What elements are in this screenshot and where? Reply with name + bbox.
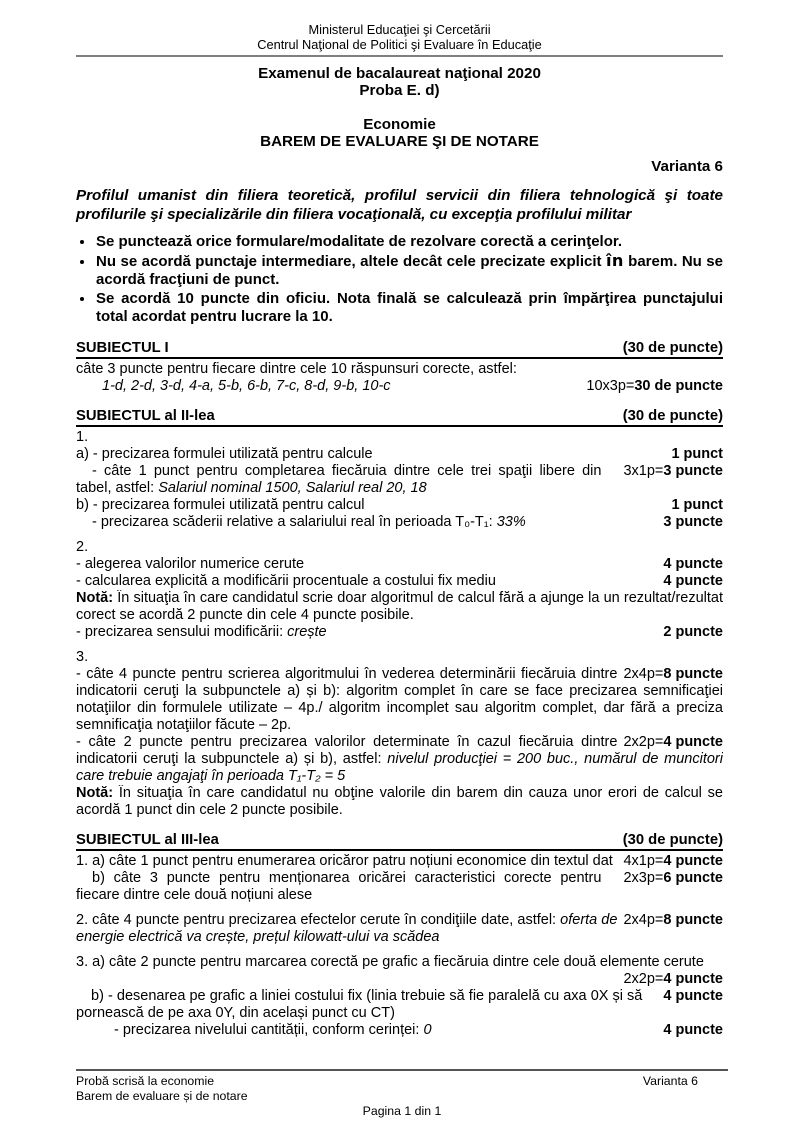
subject2-item3-paragraph2 bbox=[76, 734, 723, 785]
subject2-item1b-score: 1 punct bbox=[671, 496, 723, 513]
subject2-item1b2-answer: 33% bbox=[496, 513, 526, 530]
subject2-title: SUBIECTUL al II-lea bbox=[76, 407, 215, 424]
subject2-heading bbox=[76, 408, 723, 427]
barem-title: BAREM DE EVALUARE ŞI DE NOTARE bbox=[260, 132, 539, 150]
subject3-item1a-row bbox=[76, 853, 723, 870]
rule-2-text-b: barem. Nu se acordă fracţiuni de punct. bbox=[96, 252, 723, 288]
subject3-item3c-row bbox=[76, 1022, 723, 1039]
subject1-answers-row bbox=[76, 378, 723, 395]
subject2-item2-line1-score: 4 puncte bbox=[663, 555, 723, 572]
subject2-item2-line3-score: 2 puncte bbox=[663, 623, 723, 640]
footer-barem: Barem de evaluare și de notare bbox=[76, 1088, 248, 1103]
rule-2-text-a: Nu se acordă punctaje intermediare, altele decât cele precizate explicit bbox=[96, 252, 606, 270]
subject2-item3-paragraph1-text: - câte 4 puncte pentru scrierea algoritmului în vederea determinării fiecăruia dintre indicatorii ceruţi la subpunctele a) și b): algoritm complet în care se face precizarea semnificaţiei notaţiilor din formulele utilizate – 4p./ algoritm incomplet sau algoritm complet, dar fără a preciza semnificaţia notaţiilor făcute – 2p. bbox=[76, 665, 723, 733]
subject2-item1a2-answer: Salariul nominal 1500, Salariul real 20, 18 bbox=[158, 479, 427, 496]
subject3-item3c-score: 4 puncte bbox=[663, 1021, 723, 1038]
subject2-item3-note-label: Notă: bbox=[76, 784, 114, 801]
subject3-points: (30 de puncte) bbox=[622, 831, 723, 848]
subject-name: Economie bbox=[363, 116, 436, 133]
exam-title: Examenul de bacalaureat naţional 2020 bbox=[258, 65, 541, 82]
subject2-item3-paragraph1-score: 2x4p=8 puncte bbox=[623, 665, 723, 682]
subject2-item1b2-text: - precizarea scăderii relative a salariului real în perioada T₀-T₁: 33% bbox=[92, 513, 526, 530]
subject2-item1a-score: 1 punct bbox=[671, 445, 723, 462]
subject3-item3b-score: 4 puncte bbox=[663, 987, 723, 1004]
subject2-item1b2-row bbox=[76, 514, 723, 531]
subject3-item2-answer: oferta de energie electrică va crește, prețul kilowatt-ului va scădea bbox=[76, 911, 618, 945]
subject2-item2-line3 bbox=[76, 624, 723, 641]
rule-item-1 bbox=[95, 233, 723, 252]
subject2-item3-note bbox=[76, 785, 723, 819]
subject-title-block bbox=[76, 117, 723, 150]
footer-page-number: Pagina 1 din 1 bbox=[362, 1104, 442, 1118]
subject2-item1a2-score: 3x1p=3 puncte bbox=[623, 462, 723, 479]
subject1-heading bbox=[76, 340, 723, 359]
exam-proba: Proba E. d) bbox=[359, 81, 440, 99]
document-header bbox=[76, 22, 723, 52]
subject3-title: SUBIECTUL al III-lea bbox=[76, 831, 219, 848]
subject2-item3-paragraph2-answer: nivelul producţiei = 200 buc., numărul de muncitori care trebuie angajaţi în perioada T₁-T₂ = 5 bbox=[76, 750, 723, 784]
page-footer bbox=[76, 1069, 728, 1119]
subject2-item1b-text: b) - precizarea formulei utilizată pentru calcul bbox=[76, 496, 365, 513]
subject2-points: (30 de puncte) bbox=[622, 407, 723, 424]
rule-item-3 bbox=[95, 290, 723, 327]
subject3-item3b-text: b) - desenarea pe grafic a liniei costului fix (linia trebuie să fie paralelă cu axa 0X și să pornească de pe axa 0Y, din același punct cu CT) bbox=[76, 987, 643, 1021]
subject2-item3-note-text: În situaţia în care candidatul nu obţine valorile din barem din cauza unor erori de calcul se acordă 1 punct din cele 2 puncte posibile. bbox=[76, 784, 723, 818]
footer-row-1 bbox=[76, 1074, 728, 1089]
subject2-item1a-row bbox=[76, 446, 723, 463]
subject2-item1a2-text: - câte 1 punct pentru completarea fiecăruia dintre cele trei spaţii libere din tabel, astfel: bbox=[76, 462, 602, 496]
subject2-item3-number: 3. bbox=[76, 648, 89, 665]
rule-item-2 bbox=[95, 252, 723, 290]
subject1-answers: 1-d, 2-d, 3-d, 4-a, 5-b, 6-b, 7-c, 8-d, 9-b, 10-c bbox=[102, 377, 391, 394]
subject2-item1b-row bbox=[76, 497, 723, 514]
subject3-item1b-text: b) câte 3 puncte pentru menționarea oricărei caracteristici corecte pentru fiecare dintre cele două noțiuni alese bbox=[76, 869, 602, 903]
subject2-item3-paragraph2-text: - câte 2 puncte pentru precizarea valorilor determinate în cazul fiecăruia dintre indicatorii ceruţi la subpunctele a) și b), astfel: bbox=[76, 733, 618, 767]
rule-2-accent: în bbox=[606, 250, 624, 270]
subject2-item2-line1-text: - alegerea valorilor numerice cerute bbox=[76, 555, 305, 572]
subject3-item3b-paragraph bbox=[76, 988, 723, 1022]
subject2-item2-line2-text: - calcularea explicită a modificării procentuale a costului fix mediu bbox=[76, 572, 496, 589]
subject2-item2-number: 2. bbox=[76, 538, 89, 555]
rule-3-text: Se acordă 10 puncte din oficiu. Nota finală se calculează prin împărţirea punctajului total acordat pentru lucrare la 10. bbox=[96, 289, 723, 325]
ministry-line: Ministerul Educaţiei şi Cercetării bbox=[308, 22, 491, 37]
subject3-item2-text: 2. câte 4 puncte pentru precizarea efectelor cerute în condiţiile date, astfel: bbox=[76, 911, 561, 928]
subject3-item3a-text: 3. a) câte 2 puncte pentru marcarea corectă pe grafic a fiecăruia dintre cele două elemente cerute bbox=[76, 953, 704, 970]
subject3-item2-paragraph bbox=[76, 912, 723, 946]
footer-variant: Varianta 6 bbox=[642, 1074, 698, 1088]
subject3-item1b-score: 2x3p=6 puncte bbox=[623, 869, 723, 886]
subject2-item1a-text: a) - precizarea formulei utilizată pentru calcule bbox=[76, 445, 373, 462]
subject1-title: SUBIECTUL I bbox=[76, 339, 169, 356]
header-rule bbox=[76, 55, 723, 57]
subject3-item1b-paragraph bbox=[76, 870, 723, 904]
subject2-item2-line1 bbox=[76, 556, 723, 573]
center-line: Centrul Naţional de Politici şi Evaluare în Educaţie bbox=[257, 37, 542, 52]
subject1-score: 10x3p=30 de puncte bbox=[586, 377, 723, 394]
rule-1-text: Se punctează orice formulare/modalitate de rezolvare corectă a cerinţelor. bbox=[96, 233, 623, 250]
variant-label: Varianta 6 bbox=[651, 158, 723, 175]
subject2-item3-paragraph1 bbox=[76, 666, 723, 734]
footer-proba: Probă scrisă la economie bbox=[76, 1074, 215, 1088]
subject2-item1a2-paragraph bbox=[76, 463, 723, 497]
subject2-item2-line3-answer: crește bbox=[287, 623, 327, 640]
profile-paragraph: Profilul umanist din filiera teoretică, profilul servicii din filiera tehnologică şi toate profilurile şi specializările din filiera vocaţională, cu excepţia profilului militar bbox=[76, 187, 723, 223]
grading-rules-list bbox=[76, 233, 723, 327]
subject2-item1b2-score: 3 puncte bbox=[663, 513, 723, 530]
subject1-intro: câte 3 puncte pentru fiecare dintre cele 10 răspunsuri corecte, astfel: bbox=[76, 360, 517, 377]
subject3-item3c-text: - precizarea nivelului cantității, conform cerinței: 0 bbox=[114, 1021, 432, 1038]
subject3-item1a-score: 4x1p=4 puncte bbox=[623, 852, 723, 869]
exam-title-block bbox=[76, 66, 723, 99]
subject3-item1a-text: 1. a) câte 1 punct pentru enumerarea oricăror patru noțiuni economice din textul dat bbox=[76, 852, 613, 869]
subject3-item3c-answer: 0 bbox=[423, 1021, 432, 1038]
subject2-item3-paragraph2-score: 2x2p=4 puncte bbox=[623, 733, 723, 750]
subject3-item2-score: 2x4p=8 puncte bbox=[623, 911, 723, 928]
subject2-item1-number: 1. bbox=[76, 428, 89, 445]
subject2-item2-note-label: Notă: bbox=[76, 589, 114, 606]
subject2-item2-line3-text: - precizarea sensului modificării: crește bbox=[76, 623, 327, 640]
subject3-item3a-score: 2x2p=4 puncte bbox=[623, 970, 723, 987]
subject2-item2-note bbox=[76, 590, 723, 624]
subject2-item2-line2 bbox=[76, 573, 723, 590]
subject2-item2-line2-score: 4 puncte bbox=[663, 572, 723, 589]
subject1-points: (30 de puncte) bbox=[622, 339, 723, 356]
subject3-heading bbox=[76, 832, 723, 851]
subject2-item2-note-text: În situaţia în care candidatul scrie doar algoritmul de calcul fără a ajunge la un rezultat/rezultat corect se acordă 2 puncte din cele 4 puncte posibile. bbox=[76, 589, 723, 623]
